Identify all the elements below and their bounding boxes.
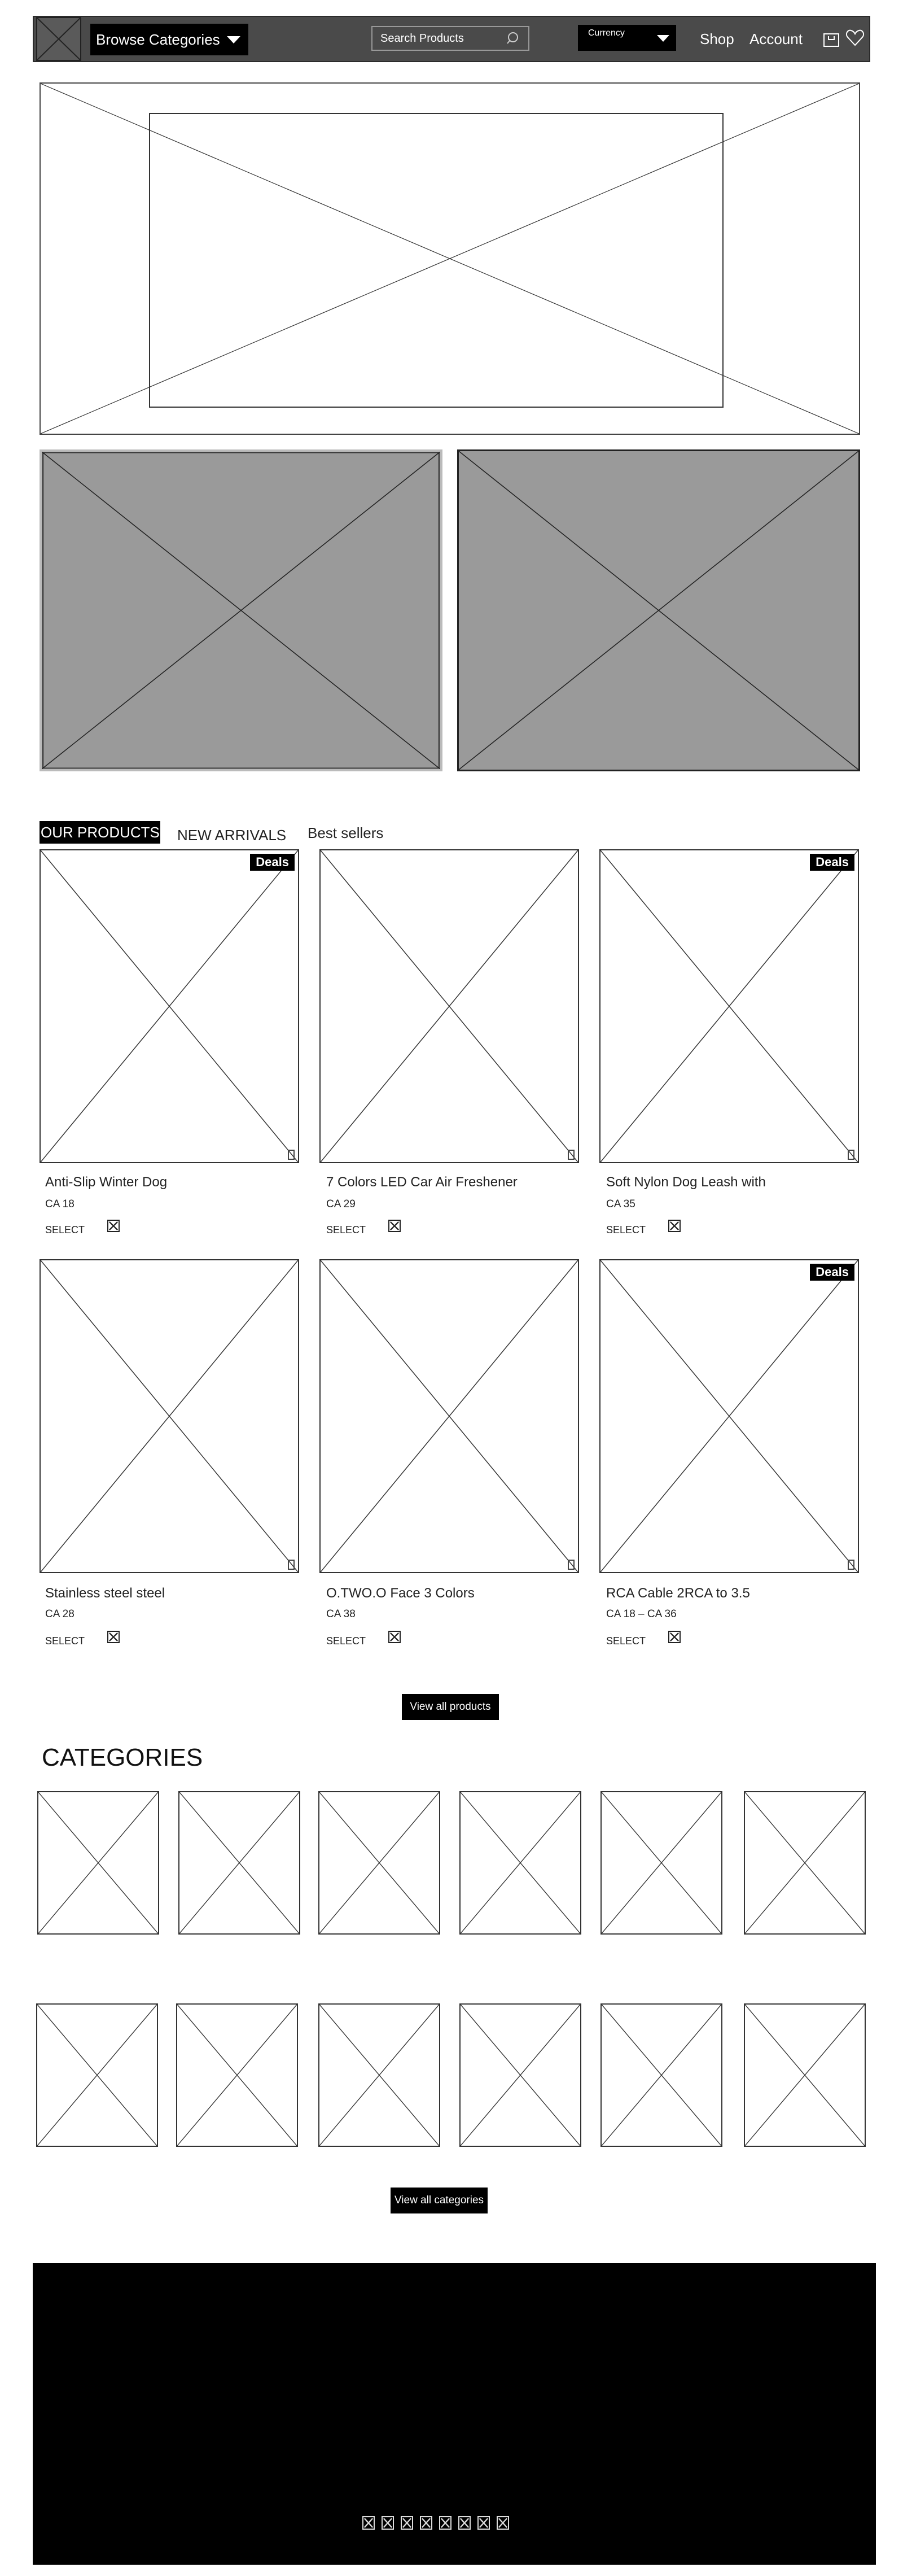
nav-account-link[interactable]: Account bbox=[749, 30, 803, 47]
product-select-button[interactable]: SELECT bbox=[326, 1224, 366, 1235]
product-select-button[interactable]: SELECT bbox=[45, 1635, 85, 1647]
product-price: CA 28 bbox=[45, 1608, 74, 1620]
category-tile[interactable] bbox=[459, 1791, 581, 1935]
caret-down-icon bbox=[657, 35, 669, 42]
product-image[interactable] bbox=[40, 1259, 299, 1573]
category-tile[interactable] bbox=[459, 2003, 581, 2147]
corner-icon bbox=[288, 1560, 295, 1570]
product-price: CA 18 bbox=[45, 1198, 74, 1210]
category-tile[interactable] bbox=[744, 1791, 866, 1935]
promo-banner-left[interactable] bbox=[40, 449, 442, 771]
product-name[interactable]: 7 Colors LED Car Air Freshener bbox=[326, 1175, 518, 1190]
hero-inner-frame bbox=[149, 113, 724, 408]
tab-new-arrivals[interactable]: NEW ARRIVALS bbox=[177, 827, 287, 844]
promo-banner-right[interactable] bbox=[457, 449, 860, 771]
search-input[interactable] bbox=[371, 26, 529, 51]
product-price: CA 29 bbox=[326, 1198, 356, 1210]
category-tile[interactable] bbox=[318, 2003, 440, 2147]
product-image[interactable] bbox=[319, 849, 579, 1163]
deals-badge: Deals bbox=[810, 854, 854, 871]
category-tile[interactable] bbox=[36, 2003, 158, 2147]
quick-view-icon[interactable] bbox=[107, 1220, 120, 1232]
browse-categories-label: Browse Categories bbox=[96, 31, 220, 48]
quick-view-icon[interactable] bbox=[668, 1631, 681, 1643]
social-icon[interactable] bbox=[458, 2516, 471, 2530]
corner-icon bbox=[848, 1150, 854, 1160]
product-select-button[interactable]: SELECT bbox=[606, 1635, 646, 1647]
corner-icon bbox=[568, 1560, 575, 1570]
currency-select[interactable] bbox=[578, 25, 676, 51]
quick-view-icon[interactable] bbox=[388, 1631, 401, 1643]
header-bar bbox=[33, 16, 870, 62]
view-all-categories-button[interactable]: View all categories bbox=[391, 2188, 488, 2213]
quick-view-icon[interactable] bbox=[668, 1220, 681, 1232]
corner-icon bbox=[848, 1560, 854, 1570]
browse-categories-dropdown[interactable] bbox=[90, 24, 248, 55]
deals-badge: Deals bbox=[810, 1264, 854, 1281]
product-price: CA 18 – CA 36 bbox=[606, 1608, 677, 1620]
category-tile[interactable] bbox=[178, 1791, 300, 1935]
quick-view-icon[interactable] bbox=[107, 1631, 120, 1643]
quick-view-icon[interactable] bbox=[388, 1220, 401, 1232]
category-tile[interactable] bbox=[37, 1791, 159, 1935]
social-icon[interactable] bbox=[497, 2516, 509, 2530]
product-select-button[interactable]: SELECT bbox=[606, 1224, 646, 1235]
category-tile[interactable] bbox=[600, 2003, 722, 2147]
social-icon[interactable] bbox=[362, 2516, 375, 2530]
categories-heading: CATEGORIES bbox=[42, 1744, 203, 1771]
product-image[interactable] bbox=[599, 1259, 859, 1573]
product-name[interactable]: RCA Cable 2RCA to 3.5 bbox=[606, 1586, 750, 1601]
cart-icon[interactable] bbox=[823, 29, 840, 47]
product-name[interactable]: Anti-Slip Winter Dog bbox=[45, 1175, 168, 1190]
nav-shop-link[interactable]: Shop bbox=[700, 30, 734, 47]
product-name[interactable]: Stainless steel steel bbox=[45, 1586, 165, 1601]
category-tile[interactable] bbox=[176, 2003, 298, 2147]
logo-placeholder-icon[interactable] bbox=[36, 17, 81, 61]
product-select-button[interactable]: SELECT bbox=[45, 1224, 85, 1235]
heart-icon[interactable] bbox=[845, 28, 865, 47]
footer bbox=[33, 2263, 876, 2565]
corner-icon bbox=[288, 1150, 295, 1160]
category-tile[interactable] bbox=[318, 1791, 440, 1935]
product-price: CA 35 bbox=[606, 1198, 635, 1210]
tab-our-products[interactable]: OUR PRODUCTS bbox=[40, 821, 160, 844]
product-image[interactable] bbox=[599, 849, 859, 1163]
search-placeholder: Search Products bbox=[380, 32, 464, 45]
social-icon[interactable] bbox=[439, 2516, 451, 2530]
tab-best-sellers[interactable]: Best sellers bbox=[308, 824, 384, 841]
product-name[interactable]: Soft Nylon Dog Leash with bbox=[606, 1175, 766, 1190]
product-price: CA 38 bbox=[326, 1608, 356, 1620]
deals-badge: Deals bbox=[250, 854, 295, 871]
product-image[interactable] bbox=[40, 849, 299, 1163]
social-icon[interactable] bbox=[401, 2516, 413, 2530]
corner-icon bbox=[568, 1150, 575, 1160]
view-all-products-button[interactable]: View all products bbox=[402, 1694, 499, 1720]
product-image[interactable] bbox=[319, 1259, 579, 1573]
caret-down-icon bbox=[227, 36, 240, 43]
category-tile[interactable] bbox=[744, 2003, 866, 2147]
product-name[interactable]: O.TWO.O Face 3 Colors bbox=[326, 1586, 475, 1601]
social-icon[interactable] bbox=[477, 2516, 490, 2530]
category-tile[interactable] bbox=[600, 1791, 722, 1935]
currency-label: Currency bbox=[588, 28, 625, 38]
social-icon[interactable] bbox=[420, 2516, 432, 2530]
product-select-button[interactable]: SELECT bbox=[326, 1635, 366, 1647]
search-icon[interactable] bbox=[507, 32, 520, 45]
social-icon[interactable] bbox=[382, 2516, 394, 2530]
